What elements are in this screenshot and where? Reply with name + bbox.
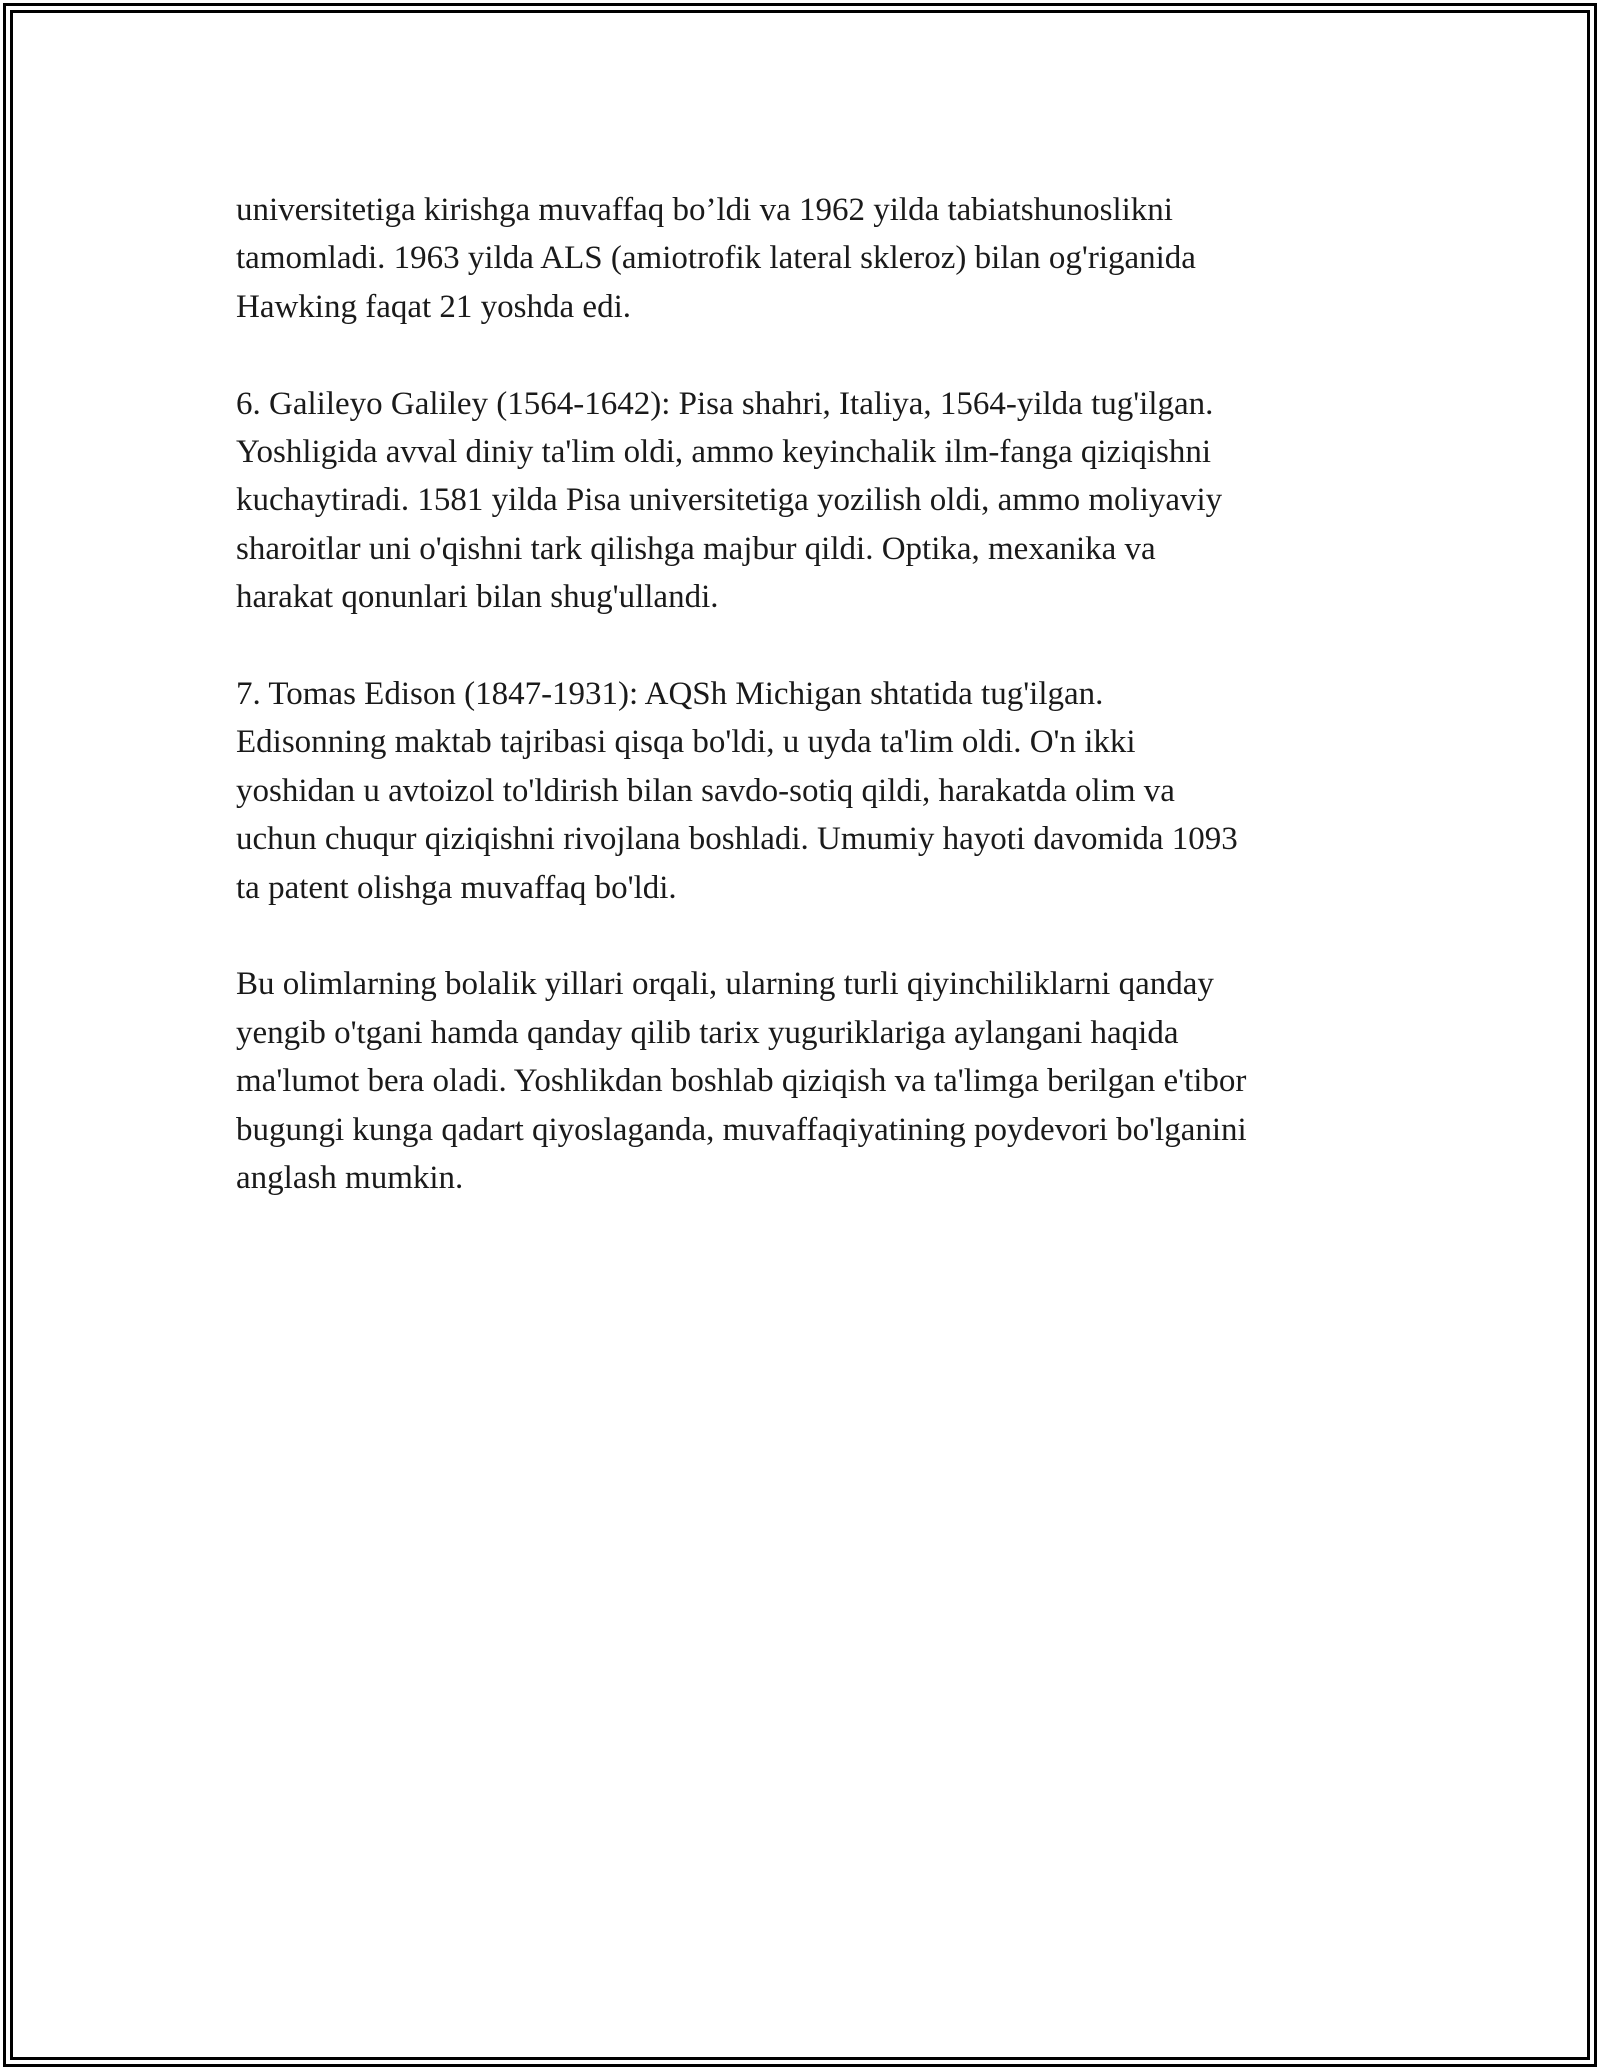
- text-line: kuchaytiradi. 1581 yilda Pisa universitetiga yozilish oldi, ammo moliyaviy: [236, 482, 1223, 519]
- text-line: Bu olimlarning bolalik yillari orqali, ularning turli qiyinchiliklarni qanday: [236, 966, 1214, 1003]
- text-line: sharoitlar uni o'qishni tark qilishga majbur qildi. Optika, mexanika va: [236, 530, 1156, 567]
- text-line: bugungi kunga qadart qiyoslaganda, muvaffaqiyatining poydevori bo'lganini: [236, 1111, 1247, 1148]
- paragraph-hawking-continued: [236, 186, 1416, 331]
- text-line: 6. Galileyo Galiley (1564-1642): Pisa shahri, Italiya, 1564-yilda tug'ilgan.: [236, 385, 1214, 422]
- text-line: Edisonning maktab tajribasi qisqa bo'ldi, u uyda ta'lim oldi. O'n ikki: [236, 724, 1136, 761]
- paragraph-conclusion: [236, 960, 1416, 1202]
- paragraph-edison: [236, 670, 1416, 912]
- text-line: yoshidan u avtoizol to'ldirish bilan savdo-sotiq qildi, harakatda olim va: [236, 772, 1175, 809]
- text-line: tamomladi. 1963 yilda ALS (amiotrofik lateral skleroz) bilan og'riganida: [236, 240, 1196, 277]
- text-line: anglash mumkin.: [236, 1160, 464, 1197]
- text-line: 7. Tomas Edison (1847-1931): AQSh Michigan shtatida tug'ilgan.: [236, 676, 1104, 713]
- text-line: uchun chuqur qiziqishni rivojlana boshladi. Umumiy hayoti davomida 1093: [236, 821, 1238, 858]
- document-body: [236, 186, 1416, 1251]
- text-line: Hawking faqat 21 yoshda edi.: [236, 288, 631, 325]
- paragraph-galileo: [236, 380, 1416, 622]
- text-line: harakat qonunlari bilan shug'ullandi.: [236, 579, 719, 616]
- text-line: ta patent olishga muvaffaq bo'ldi.: [236, 869, 677, 906]
- text-line: universitetiga kirishga muvaffaq bo’ldi va 1962 yilda tabiatshunoslikni: [236, 192, 1173, 228]
- text-line: Yoshligida avval diniy ta'lim oldi, ammo keyinchalik ilm-fanga qiziqishni: [236, 434, 1212, 471]
- text-line: ma'lumot bera oladi. Yoshlikdan boshlab qiziqish va ta'limga berilgan e'tibor: [236, 1063, 1247, 1100]
- text-line: yengib o'tgani hamda qanday qilib tarix yuguriklariga aylangani haqida: [236, 1014, 1179, 1051]
